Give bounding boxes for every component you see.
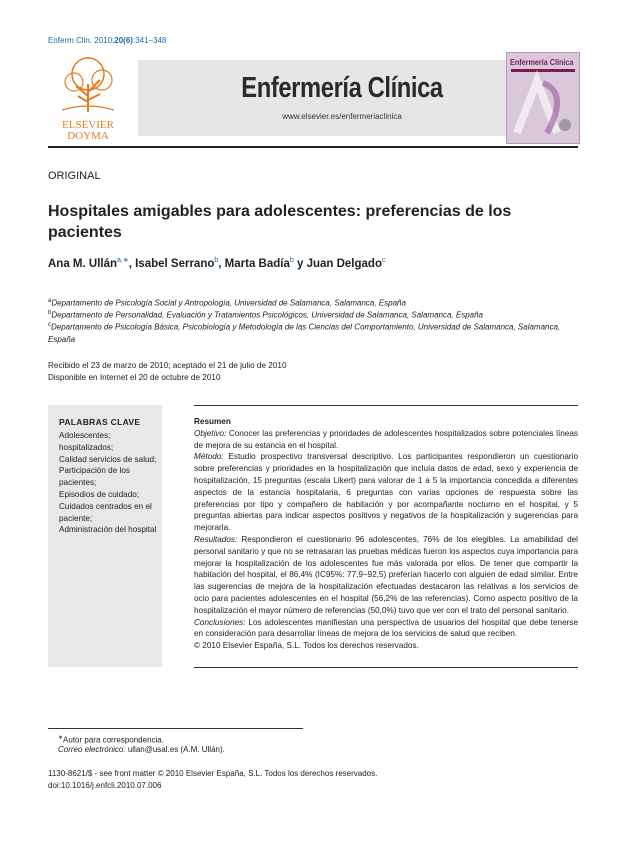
journal-cover-image [506,52,580,144]
author-list: Ana M. Ullán$^{a,∗}$, Isabel Serrano$^b$, Marta Badía$^b$ y Juan Delgado$^c$ [48,257,386,270]
journal-url[interactable]: www.elsevier.es/enfermeriaclinica [282,112,402,121]
publisher-name: ELSEVIER [62,119,114,131]
affiliation-link[interactable]: b [289,257,294,264]
author-name[interactable]: Juan Delgado [306,257,382,270]
author-name[interactable]: Ana M. Ullán [48,257,118,270]
affiliation: $^b$Departamento de Personalidad, Evaluación y Tratamientos Psicológicos, Universidad de Salamanca, Salamanca, España [48,310,483,320]
doi-link[interactable]: doi:10.1016/j.enfcli.2010.07.006 [48,781,162,790]
abstract-top-rule [194,405,578,406]
abstract-objetivo: Objetivo: Conocer las preferencias y prioridades de adolescentes hospitalizados sobre potenciales líneas de mejora de su estancia en el hospital. [194,428,578,450]
author-name[interactable]: Marta Badía [224,257,290,270]
masthead [48,50,578,146]
abstract-copyright: © 2010 Elsevier España, S.L. Todos los derechos reservados. [194,641,419,651]
cover-art-icon [507,53,579,143]
abstract-bottom-rule [194,667,578,668]
journal-title: Enfermería Clínica [241,72,443,104]
section-label: ORIGINAL [48,170,101,182]
journal-banner [138,60,546,136]
email-link[interactable]: ullan@usal.es (A.M. Ullán). [127,745,225,754]
keywords-heading: PALABRAS CLAVE [59,417,141,427]
keyword-item[interactable]: Participación de los pacientes; [59,466,130,488]
keywords-list [59,430,157,536]
keyword-item[interactable]: Cuidados centrados en el paciente; [59,501,152,523]
received-date: Recibido el 23 de marzo de 2010; aceptado el 21 de julio de 2010 [48,361,287,370]
article-title: Hospitales amigables para adolescentes: preferencias de los pacientes [48,203,512,241]
affiliation-link[interactable]: c [381,257,386,264]
abstract-heading: Resumen [194,417,231,426]
keyword-item[interactable]: Episodios de cuidado; [59,489,140,499]
cover-title: Enfermería Clínica [510,57,574,67]
online-date: Disponible en Internet el 20 de octubre de 2010 [48,373,221,382]
abstract-metodo: Método: Estudio prospectivo transversal descriptivo. Los participantes respondieron un cuestionario sobre preferencias y prioridades en la hospitalización que incluía datos de edad, sexo y experiencia de hospitalización, 15 preguntas (escala Likert) para valorar de 1 a 5 la importancia concedida a diferentes aspectos de la estancia hospitalaria, 6 preguntas con varias opciones de respuesta sobre las preferencias por tipo y compañero de habitación y por acompañante nocturno en el hospital, y 5 preguntas abiertas para indicar aspectos positivos y negativos de la hospitalización y sugerencias para mejorarla. [194,452,579,533]
keyword-item[interactable]: hospitalizados; [59,442,114,452]
correspondence-email: Correo electrónico: ullan@usal.es (A.M. Ullán). [58,745,225,754]
keywords-box [48,405,162,667]
abstract-conclusiones: Conclusiones: Los adolescentes manifiestan una perspectiva de usuarios del hospital que debe tenerse en consideración para desarrollar líneas de mejora de los servicios de salud que reciben. [194,617,578,639]
publisher-name-2: DOYMA [67,130,109,142]
affiliation: $^a$Departamento de Psicología Social y Antropología, Universidad de Salamanca, Salamanca, España [48,298,406,308]
author-name[interactable]: Isabel Serrano [135,257,215,270]
affiliation-link[interactable]: b [214,257,219,264]
abstract-resultados: Resultados: Respondieron el cuestionario 96 adolescentes, 76% de los elegibles. La amabilidad del personal sanitario y que no se retrasaran las pruebas médicas fueron los aspectos cuya importancia para mejorar la hospitalización de los adolescentes fue más valorada por ellos. De tener que compartir la habitación del hospital, el 86,4% (IC95%: 77,9–92,5) preferían hacerlo con alguien de edad similar. Entre las sugerencias de mejora de la hospitalización efectuadas destacaron las relativas a los servicios de ocio para pacientes adolescentes en el hospital (56,2% de las referencias). Como aspecto positivo de la hospitalización el mayor número de referencias (50,0%) tuvo que ver con el trato del personal sanitario. [194,534,578,615]
issn-line: 1130-8621/$ - see front matter © 2010 Elsevier España, S.L. Todos los derechos reservados. [48,769,378,778]
masthead-divider [48,146,578,148]
correspondence-note: ∗Autor para correspondencia. [58,735,164,745]
elsevier-logo [48,50,128,142]
footnote-divider [48,728,303,729]
elsevier-tree-icon [48,50,128,142]
keyword-item[interactable]: Adolescentes; [59,431,111,440]
abstract [194,416,578,652]
affiliation-link[interactable]: a,∗ [117,257,129,264]
journal-citation[interactable]: Enferm Clin. 2010;20(6):341–348 [48,36,167,45]
affiliation: $^c$Departamento de Psicología Básica, Psicobiología y Metodología de las Ciencias del Comportamiento, Universidad de Salamanca, Salamanca, España [48,322,561,344]
keyword-item[interactable]: Calidad servicios de salud; [59,454,157,464]
keyword-item[interactable]: Administración del hospital [59,525,157,535]
